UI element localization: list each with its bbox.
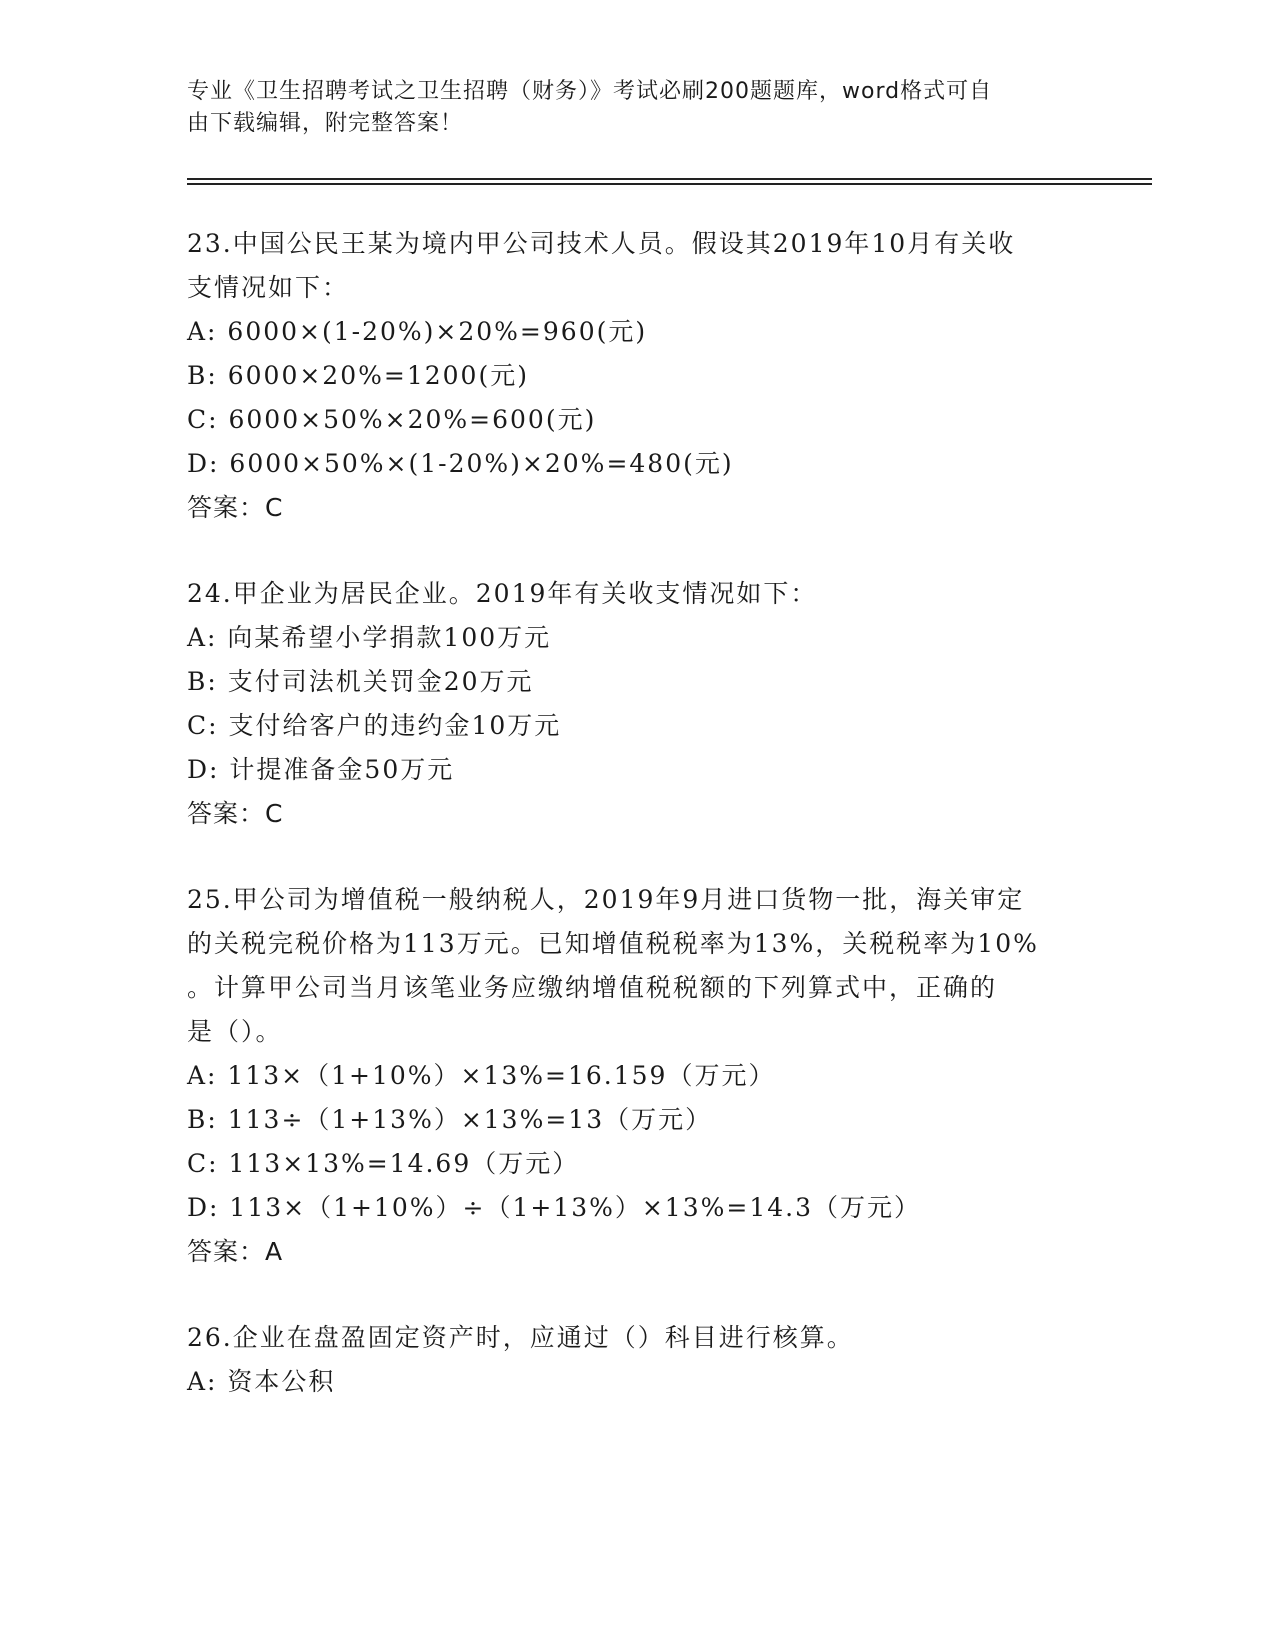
question-24-option-d: D: 计提准备金50万元 bbox=[187, 755, 455, 784]
question-25-option-a: A: 113×（1+10%）×13%=16.159（万元） bbox=[187, 1061, 776, 1090]
question-25-option-c: C: 113×13%=14.69（万元） bbox=[187, 1149, 580, 1178]
header-divider-top bbox=[187, 178, 1152, 180]
question-25-stem-line-3: 。计算甲公司当月该笔业务应缴纳增值税税额的下列算式中，正确的 bbox=[187, 973, 998, 1002]
question-23-stem-line-2: 支情况如下： bbox=[187, 273, 350, 302]
question-23-stem-line-1: 23.中国公民王某为境内甲公司技术人员。假设其2019年10月有关收 bbox=[187, 229, 1016, 258]
question-25-option-b: B: 113÷（1+13%）×13%=13（万元） bbox=[187, 1105, 713, 1134]
question-25-option-d: D: 113×（1+10%）÷（1+13%）×13%=14.3（万元） bbox=[187, 1193, 921, 1222]
question-23-option-b: B: 6000×20%=1200(元) bbox=[187, 361, 529, 390]
question-26-stem-line-1: 26.企业在盘盈固定资产时，应通过（）科目进行核算。 bbox=[187, 1323, 854, 1352]
question-25-stem-line-2: 的关税完税价格为113万元。已知增值税税率为13%，关税税率为10% bbox=[187, 929, 1039, 958]
question-24-option-a: A: 向某希望小学捐款100万元 bbox=[187, 623, 552, 652]
question-24-answer: 答案：C bbox=[187, 799, 284, 828]
document-header-line-1: 专业《卫生招聘考试之卫生招聘（财务）》考试必刷200题题库，word格式可自 bbox=[187, 79, 993, 104]
question-23-option-c: C: 6000×50%×20%=600(元) bbox=[187, 405, 597, 434]
document-header-line-2: 由下载编辑，附完整答案！ bbox=[187, 111, 464, 136]
question-23-option-a: A: 6000×(1-20%)×20%=960(元) bbox=[187, 317, 648, 346]
question-25-answer: 答案：A bbox=[187, 1237, 284, 1266]
header-divider-bottom bbox=[187, 183, 1152, 185]
question-24-option-b: B: 支付司法机关罚金20万元 bbox=[187, 667, 534, 696]
question-23-answer: 答案：C bbox=[187, 493, 284, 522]
question-26-option-a: A: 资本公积 bbox=[187, 1367, 336, 1396]
question-24-option-c: C: 支付给客户的违约金10万元 bbox=[187, 711, 562, 740]
question-23-option-d: D: 6000×50%×(1-20%)×20%=480(元) bbox=[187, 449, 734, 478]
question-25-stem-line-1: 25.甲公司为增值税一般纳税人，2019年9月进口货物一批，海关审定 bbox=[187, 885, 1025, 914]
question-25-stem-line-4: 是（）。 bbox=[187, 1017, 283, 1046]
question-24-stem-line-1: 24.甲企业为居民企业。2019年有关收支情况如下： bbox=[187, 579, 818, 608]
